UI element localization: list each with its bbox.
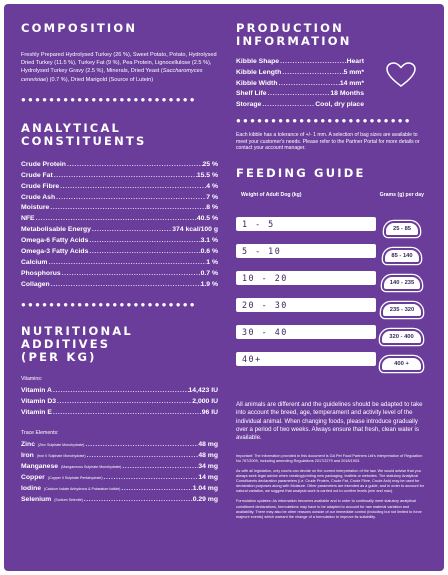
row-detail: (Manganeous Sulphate Monohydrate) bbox=[61, 465, 122, 470]
row-label: Omega-6 Fatty Acids bbox=[21, 237, 89, 245]
composition-text-b: ) (0.7 %), Dried Marigold (Source of Lutein) bbox=[46, 76, 154, 83]
row-label: Crude Ash bbox=[21, 193, 56, 201]
trace-row bbox=[21, 484, 218, 495]
grams-column-header: Grams (g) per day bbox=[379, 191, 424, 198]
weight-range: 10 - 20 bbox=[242, 272, 288, 283]
row-value: 14,423 IU bbox=[188, 386, 218, 394]
production-row bbox=[236, 79, 364, 90]
dot-divider: ●●●●●●●●●●●●●●●●●●●●●●●●● bbox=[21, 300, 197, 309]
feeding-row bbox=[236, 271, 423, 287]
disclaimer-legislation: As with all legislation, only courts can decide on the correct interpretation of the law. We would advise that you always seek legal advice when creating/printing new packaging, leaflets or websites. The statutory Analytical Constituents declaration parameters (i.e. Crude Protein, Crude Fat, Crude Fibre, Crude Ash) may be used for declaration purposes along with Moisture. Other parameters are intended as a guide, and in order to account for natural variation, we suggest that analysis work is carried out to confirm levels (min and max). bbox=[236, 468, 425, 494]
trace-row bbox=[21, 473, 218, 484]
row-detail: (Iron II Sulphate Monohydrate) bbox=[36, 454, 86, 459]
trace-row bbox=[21, 462, 218, 473]
row-label: Vitamin D3 bbox=[21, 397, 57, 405]
trace-row bbox=[21, 451, 218, 462]
right-column bbox=[236, 22, 428, 520]
composition-text-italic: Saccharomyces cerevisiae bbox=[21, 68, 203, 83]
analytical-row bbox=[21, 171, 218, 182]
feeding-row bbox=[236, 244, 423, 260]
row-label: Copper bbox=[21, 474, 45, 482]
row-detail: (Copper II Sulphate Pentahydrate) bbox=[47, 476, 103, 481]
row-value: 1 % bbox=[206, 258, 218, 266]
grams-value: 85 - 140 bbox=[391, 252, 413, 259]
row-value: 2,000 IU bbox=[192, 397, 218, 405]
analytical-row bbox=[21, 214, 218, 225]
composition-text bbox=[21, 51, 218, 84]
row-label: Iron bbox=[21, 452, 34, 460]
row-label: Crude Fat bbox=[21, 171, 53, 179]
trace-label: Trace Elements: bbox=[21, 430, 59, 437]
row-value: 3.1 % bbox=[200, 237, 218, 245]
analytical-row bbox=[21, 280, 218, 291]
composition-heading: COMPOSITION bbox=[21, 21, 138, 35]
production-row bbox=[236, 89, 364, 100]
feeding-row bbox=[236, 352, 423, 368]
weight-range: 20 - 30 bbox=[242, 299, 288, 310]
row-label: Kibble Width bbox=[236, 79, 278, 87]
row-label: Storage bbox=[236, 101, 262, 109]
row-label: Calcium bbox=[21, 258, 48, 266]
analytical-row bbox=[21, 160, 218, 171]
dog-bowl-icon bbox=[380, 356, 423, 372]
composition-text-a: Freshly Prepared Hydrolysed Turkey (26 %), Sweet Potato, Potato, Hydrolysed Dried Turkey (11.5 %), Turkey Fat (9 %), Pea Protein, Lignocellulose (2.5 %), Hydrolysed Turkey Gravy (2.5 %), Minerals, Dried Yeast ( bbox=[21, 52, 217, 75]
weight-range: 40+ bbox=[242, 353, 262, 364]
analytical-row bbox=[21, 247, 218, 258]
weight-bar bbox=[236, 271, 376, 285]
weight-column-header: Weight of Adult Dog (kg) bbox=[241, 191, 302, 198]
feeding-row bbox=[236, 217, 423, 233]
row-value: 40.5 % bbox=[196, 215, 218, 223]
product-sheet bbox=[4, 4, 444, 571]
additives-heading bbox=[21, 325, 218, 364]
additives-heading-line1: NUTRITIONAL ADDITIVES bbox=[21, 323, 133, 351]
production-row bbox=[236, 57, 364, 68]
row-label: Manganese bbox=[21, 463, 59, 471]
analytical-heading bbox=[21, 122, 218, 148]
grams-value: 140 - 235 bbox=[389, 279, 415, 286]
production-footnote: Each kibble has a tolerance of +/- 1 mm. A selection of bag sizes are available to meet your customer's needs. Please refer to the Partner Portal for more details or contact your account manager. bbox=[236, 131, 420, 152]
row-value: 14 mm* bbox=[339, 79, 364, 87]
weight-range: 1 - 5 bbox=[242, 218, 275, 229]
vitamin-row bbox=[21, 386, 218, 397]
additives-heading-line2: (PER KG) bbox=[21, 349, 97, 364]
row-label: Crude Protein bbox=[21, 160, 66, 168]
row-value: 34 mg bbox=[198, 463, 218, 471]
weight-range: 5 - 10 bbox=[242, 245, 282, 256]
weight-bar bbox=[236, 325, 376, 339]
row-value: 5 mm* bbox=[343, 68, 364, 76]
heart-outline-icon bbox=[386, 62, 416, 88]
analytical-row bbox=[21, 203, 218, 214]
row-value: 0.6 % bbox=[200, 248, 218, 256]
analytical-heading-line2: CONSTITUENTS bbox=[21, 133, 147, 148]
row-label: Vitamin E bbox=[21, 408, 52, 416]
row-label: Phosphorus bbox=[21, 269, 61, 277]
analytical-row bbox=[21, 193, 218, 204]
row-label: Omega-3 Fatty Acids bbox=[21, 248, 89, 256]
production-heading bbox=[236, 22, 428, 48]
grams-value: 400 + bbox=[394, 360, 409, 367]
row-value: 0.29 mg bbox=[192, 495, 218, 503]
row-label: Selenium bbox=[21, 495, 52, 503]
vitamins-label: Vitamins: bbox=[21, 375, 43, 382]
row-label: Iodine bbox=[21, 485, 42, 493]
row-label: NFE bbox=[21, 215, 35, 223]
production-list bbox=[236, 57, 364, 111]
feeding-notes: All animals are different and the guidelines should be adapted to take into account the breed, age, temperament and activity level of the individual animal. When changing foods, please introduce gradually over a period of two weeks. Always ensure that fresh, clean water is available. bbox=[236, 400, 423, 442]
weight-bar bbox=[236, 352, 376, 366]
analytical-row bbox=[21, 182, 218, 193]
row-label: Metabolisable Energy bbox=[21, 226, 91, 234]
production-row bbox=[236, 100, 364, 111]
dog-bowl-icon bbox=[384, 221, 420, 237]
analytical-row bbox=[21, 269, 218, 280]
grams-value: 25 - 85 bbox=[392, 225, 412, 232]
row-label: Kibble Length bbox=[236, 68, 282, 76]
row-value: 48 mg bbox=[198, 441, 218, 449]
dog-bowl-icon bbox=[382, 275, 422, 291]
production-heading-line1: PRODUCTION bbox=[236, 21, 344, 35]
row-label: Vitamin A bbox=[21, 386, 52, 394]
analytical-row bbox=[21, 236, 218, 247]
weight-bar bbox=[236, 217, 376, 231]
production-row bbox=[236, 68, 364, 79]
row-label: Shelf Life bbox=[236, 90, 267, 98]
feeding-heading: FEEDING GUIDE bbox=[236, 165, 366, 180]
dot-divider: ●●●●●●●●●●●●●●●●●●●●●●●●● bbox=[236, 116, 412, 125]
row-value: 4 % bbox=[206, 182, 218, 190]
row-value: 14 mg bbox=[198, 474, 218, 482]
row-value: 0.7 % bbox=[200, 269, 218, 277]
row-value: 1.9 % bbox=[200, 280, 218, 288]
grams-value: 235 - 320 bbox=[389, 306, 415, 313]
row-detail: (Sodium Selenite) bbox=[54, 497, 83, 502]
vitamins-list bbox=[21, 386, 218, 419]
row-detail: (Zinc Sulphate Monohydrate) bbox=[37, 443, 85, 448]
feeding-row bbox=[236, 298, 423, 314]
row-value: 18 Months bbox=[330, 90, 364, 98]
trace-row bbox=[21, 440, 218, 451]
analytical-heading-line1: ANALYTICAL bbox=[21, 120, 122, 135]
feeding-row bbox=[236, 325, 423, 341]
weight-range: 30 - 40 bbox=[242, 326, 288, 337]
trace-list bbox=[21, 440, 218, 505]
row-value: 15.5 % bbox=[196, 171, 218, 179]
row-label: Crude Fibre bbox=[21, 182, 60, 190]
vitamin-row bbox=[21, 408, 218, 419]
row-value: Heart bbox=[346, 58, 364, 65]
dog-bowl-icon bbox=[381, 302, 423, 318]
weight-bar bbox=[236, 298, 376, 312]
row-value: 374 kcal/100 g bbox=[172, 226, 218, 234]
analytical-row bbox=[21, 258, 218, 269]
trace-row bbox=[21, 495, 218, 506]
feeding-table-header bbox=[241, 192, 424, 198]
analytical-row bbox=[21, 225, 218, 236]
row-label: Moisture bbox=[21, 204, 50, 212]
analytical-list bbox=[21, 160, 218, 291]
row-value: 96 IU bbox=[201, 408, 218, 416]
disclaimer-formulation: Formulation updates: As information becomes available and in order to continually meet statutory analytical constituent declarations, formulations may have to be adapted to account for raw material variation and availability. There may also be other reasons outside of our immediate control (including but not limited to force majeure events) which warrant the change of a formulation to improve its suitability. bbox=[236, 499, 422, 519]
row-value: Cool, dry place bbox=[315, 101, 364, 109]
weight-bar bbox=[236, 244, 376, 258]
disclaimer-important: Important: The information provided in this document is GA Pet Food Partners Ltd's interpretation of Regulation No 767/2009, including amending Regulations 2017/2279 and 2018/1903. bbox=[236, 453, 423, 463]
row-value: 7 % bbox=[206, 193, 218, 201]
row-value: 8 % bbox=[206, 204, 218, 212]
production-heading-line2: INFORMATION bbox=[236, 34, 352, 48]
row-detail: (Calcium Iodate Anhydrous & Potassium Iodide) bbox=[44, 487, 121, 492]
left-column bbox=[21, 22, 218, 506]
row-label: Kibble Shape bbox=[236, 58, 280, 65]
legal-disclaimer bbox=[236, 454, 428, 520]
row-value: 48 mg bbox=[198, 452, 218, 460]
row-label: Collagen bbox=[21, 280, 50, 288]
feeding-table bbox=[236, 204, 428, 369]
row-label: Zinc bbox=[21, 441, 35, 449]
vitamin-row bbox=[21, 397, 218, 408]
dog-bowl-icon bbox=[383, 248, 421, 264]
dot-divider: ●●●●●●●●●●●●●●●●●●●●●●●●● bbox=[21, 95, 197, 104]
dog-bowl-icon bbox=[380, 329, 423, 345]
row-value: 1.04 mg bbox=[192, 485, 218, 493]
grams-value: 320 - 400 bbox=[389, 333, 414, 340]
row-value: 25 % bbox=[202, 160, 218, 168]
